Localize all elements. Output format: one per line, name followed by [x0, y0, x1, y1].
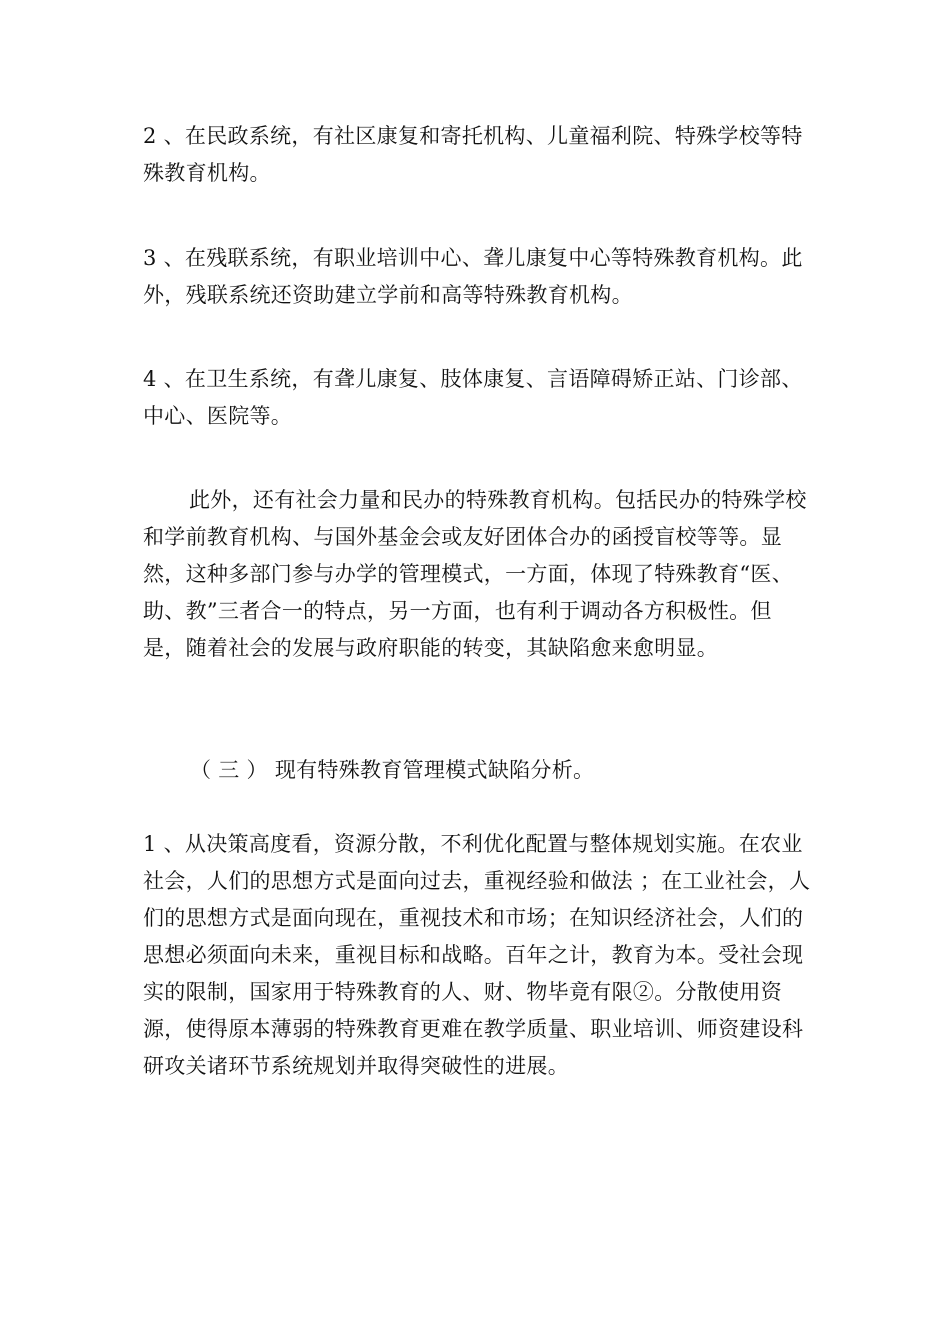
paragraph-resource-analysis: 1 、从决策高度看，资源分散，不利优化配置与整体规划实施。在农业社会，人们的思想方式是面向过去，重视经验和做法 ；在工业社会，人们的思想方式是面向现在，重视技术和市场；在知识经济社会，人们的思想必须面向未来，重视目标和战略。百年之计，教育为本。受社会现实的限制，国家用于特殊教育的人、财、物毕竟有限②。分散使用资源，使得原本薄弱的特殊教育更难在教学质量、职业培训、师资建设科研攻关诸环节系统规划并取得突破性的进展。 — [143, 832, 811, 1078]
paragraph-disabled-federation: 3 、在残联系统，有职业培训中心、聋儿康复中心等特殊教育机构。此外，残联系统还资助建立学前和高等特殊教育机构。 — [143, 246, 803, 307]
paragraph-private-institutions: 此外，还有社会力量和民办的特殊教育机构。包括民办的特殊学校和学前教育机构、与国外基金会或友好团体合办的函授盲校等等。显然，这种多部门参与办学的管理模式，一方面，体现了特殊教育“医、助、教”三者合一的特点，另一方面，也有利于调动各方积极性。但是，随着社会的发展与政府职能的转变，其缺陷愈来愈明显。 — [143, 488, 807, 660]
paragraph-civil-affairs: 2 、在民政系统，有社区康复和寄托机构、儿童福利院、特殊学校等特殊教育机构。 — [143, 124, 803, 185]
paragraph-health-system: 4 、在卫生系统，有聋儿康复、肢体康复、言语障碍矫正站、门诊部、中心、医院等。 — [143, 367, 803, 428]
section-heading: （ 三 ） 现有特殊教育管理模式缺陷分析。 — [190, 758, 595, 782]
